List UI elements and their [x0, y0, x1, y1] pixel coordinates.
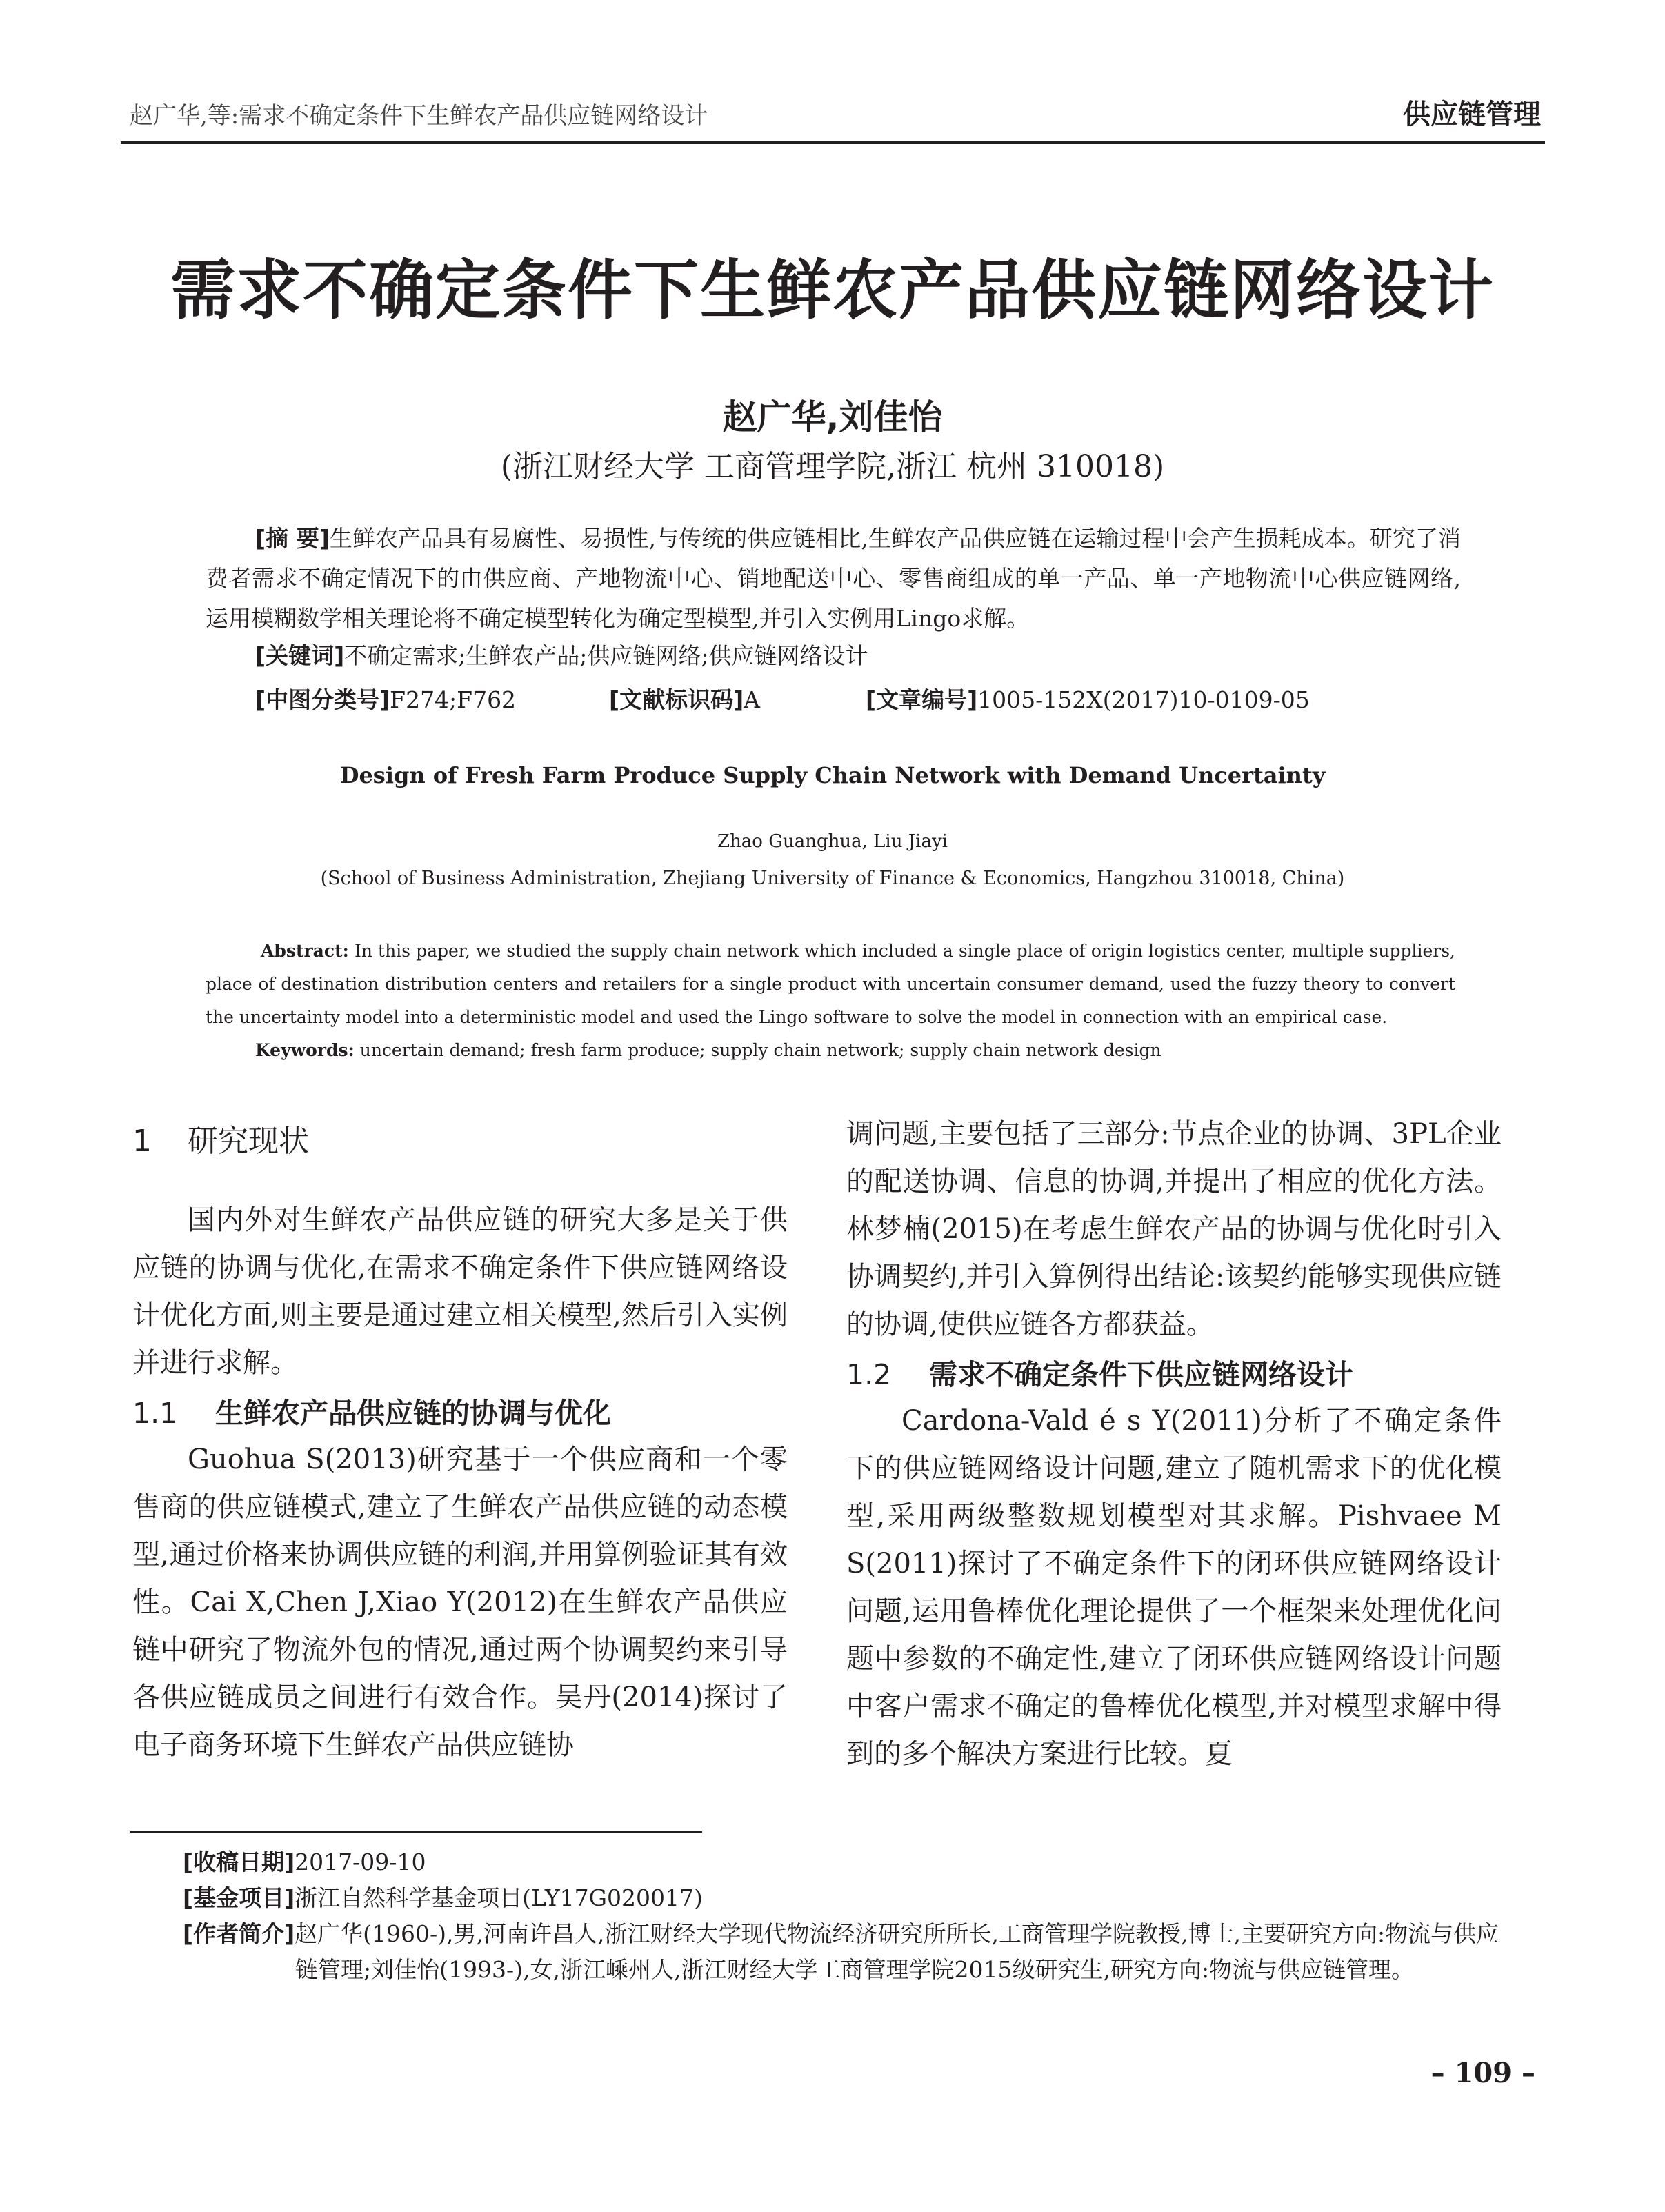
footnote-rule	[130, 1831, 702, 1833]
section-title: 生鲜农产品供应链的协调与优化	[215, 1397, 611, 1430]
clc-label: [中图分类号]	[255, 686, 390, 713]
paragraph: 调问题,主要包括了三部分:节点企业的协调、3PL企业的配送协调、信息的协调,并提出了相应的优化方法。林梦楠(2015)在考虑生鲜农产品的协调与优化时引入协调契约,并引入算例得出结论:该契约能够实现供应链的协调,使供应链各方都获益。	[846, 1118, 1502, 1340]
header-rule	[121, 141, 1545, 144]
english-affiliation: (School of Business Administration, Zhejiang University of Finance & Economics, Hangzhou 310018, China)	[320, 868, 1345, 889]
abstract-cn-label: [摘 要]	[255, 525, 330, 552]
running-header-left: 赵广华,等:需求不确定条件下生鲜农产品供应链网络设计	[130, 102, 708, 130]
body-right-column	[846, 1110, 1502, 1778]
affiliation: (浙江财经大学 工商管理学院,浙江 杭州 310018)	[500, 449, 1165, 484]
footnote-label: [收稿日期]	[183, 1849, 295, 1875]
authors: 赵广华,刘佳怡	[722, 397, 943, 437]
footnote-fund	[183, 1880, 1521, 1916]
keywords-cn-text: 不确定需求;生鲜农产品;供应链网络;供应链网络设计	[344, 642, 868, 669]
english-keywords-text: uncertain demand; fresh farm produce; supply chain network; supply chain network design	[359, 1040, 1161, 1060]
english-abstract-text: In this paper, we studied the supply chain network which included a single place of origin logistics center, multiple suppliers, place of destination distribution centers and retailers for a single product with uncertain consumer demand, used the fuzzy theory to convert the uncertainty model into a deterministic model and used the Lingo software to solve the model in connection with an empirical case.	[206, 941, 1455, 1027]
footnote-received	[183, 1844, 1521, 1880]
footnote-value: 2017-09-10	[295, 1849, 426, 1875]
section-heading-1	[132, 1117, 788, 1165]
footnote-value: 浙江自然科学基金项目(LY17G020017)	[295, 1884, 703, 1911]
keywords-cn	[255, 636, 868, 676]
section-number: 1.1	[132, 1397, 178, 1430]
keywords-cn-label: [关键词]	[255, 642, 345, 669]
english-title: Design of Fresh Farm Produce Supply Chain Network with Demand Uncertainty	[339, 762, 1326, 788]
paragraph: Guohua S(2013)研究基于一个供应商和一个零售商的供应链模式,建立了生鲜农产品供应链的动态模型,通过价格来协调供应链的利润,并用算例验证其有效性。Cai X,Chen J,Xiao Y(2012)在生鲜农产品供应链中研究了物流外包的情况,通过两个协调契约来引导各供应链成员之间进行有效合作。吴丹(2014)探讨了电子商务环境下生鲜农产品供应链协	[132, 1444, 788, 1761]
clc-value: F274;F762	[390, 686, 517, 713]
abstract-cn	[206, 519, 1461, 639]
abstract-cn-text: 生鲜农产品具有易腐性、易损性,与传统的供应链相比,生鲜农产品供应链在运输过程中会产生损耗成本。研究了消费者需求不确定情况下的由供应商、产地物流中心、销地配送中心、零售商组成的单一产品、单一产地物流中心供应链网络,运用模糊数学相关理论将不确定模型转化为确定型模型,并引入实例用Lingo求解。	[206, 525, 1461, 632]
body-left-column	[132, 1117, 788, 1769]
article-number-label: [文章编号]	[866, 686, 978, 713]
section-number: 1.2	[846, 1358, 892, 1391]
paragraph: Cardona-Vald é s Y(2011)分析了不确定条件下的供应链网络设计问题,建立了随机需求下的优化模型,采用两级整数规划模型对其求解。Pishvaee M S(2011)探讨了不确定条件下的闭环供应链网络设计问题,运用鲁棒优化理论提供了一个框架来处理优化问题中参数的不确定性,建立了闭环供应链网络设计问题中客户需求不确定的鲁棒优化模型,并对模型求解中得到的多个解决方案进行比较。夏	[846, 1405, 1502, 1770]
english-authors: Zhao Guanghua, Liu Jiayi	[717, 831, 948, 852]
doc-code-value: A	[744, 686, 761, 713]
section-number: 1	[132, 1124, 152, 1159]
doc-code-label: [文献标识码]	[609, 686, 744, 713]
section-title: 研究现状	[188, 1124, 309, 1159]
english-keywords	[255, 1034, 1161, 1067]
footnote-author	[183, 1916, 1521, 1988]
section-title: 需求不确定条件下供应链网络设计	[929, 1358, 1353, 1391]
footnote-value: 赵广华(1960-),男,河南许昌人,浙江财经大学现代物流经济研究所所长,工商管理学院教授,博士,主要研究方向:物流与供应链管理;刘佳怡(1993-),女,浙江嵊州人,浙江财经大学工商管理学院2015级研究生,研究方向:物流与供应链管理。	[295, 1920, 1499, 1983]
footnote-label: [基金项目]	[183, 1884, 295, 1911]
page-number: – 109 –	[1430, 2057, 1535, 2089]
section-heading-1-1	[132, 1390, 788, 1437]
english-abstract-label: Abstract:	[261, 941, 349, 961]
footnote-label: [作者简介]	[183, 1920, 295, 1947]
english-abstract	[206, 935, 1455, 1034]
english-keywords-label: Keywords:	[255, 1040, 355, 1060]
paper-title: 需求不确定条件下生鲜农产品供应链网络设计	[170, 253, 1495, 328]
footnotes	[183, 1844, 1521, 1988]
running-header-section: 供应链管理	[1403, 99, 1541, 130]
article-number-value: 1005-152X(2017)10-0109-05	[977, 686, 1310, 713]
paragraph: 国内外对生鲜农产品供应链的研究大多是关于供应链的协调与优化,在需求不确定条件下供应链网络设计优化方面,则主要是通过建立相关模型,然后引入实例并进行求解。	[132, 1204, 788, 1379]
section-heading-1-2	[846, 1351, 1502, 1399]
